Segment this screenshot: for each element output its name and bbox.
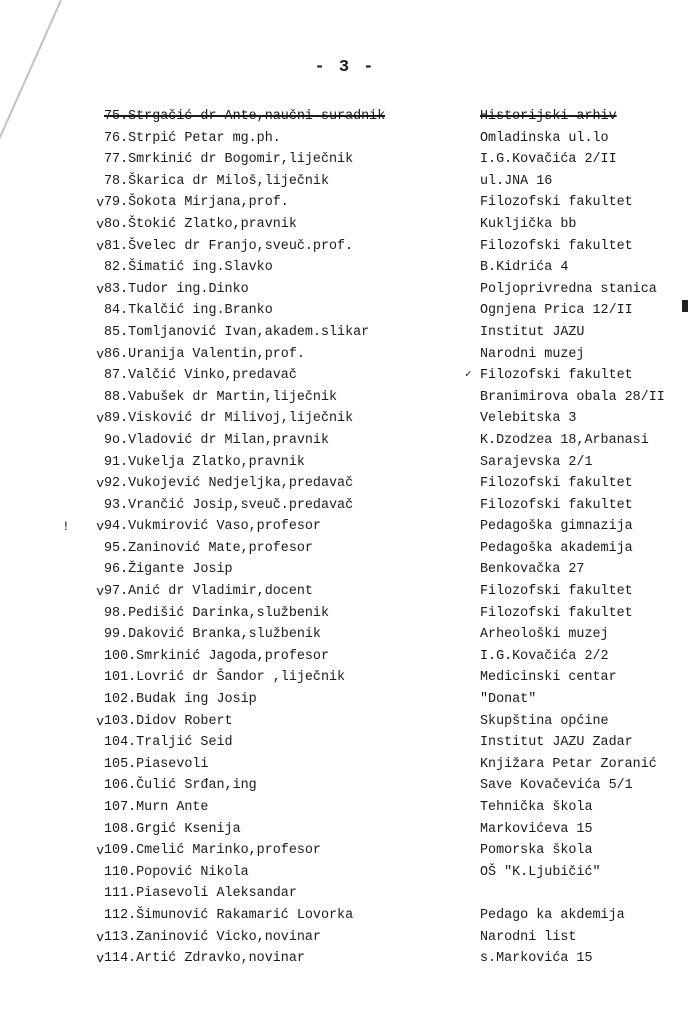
check-mark: v <box>96 346 104 362</box>
person-name: 102.Budak ing Josip <box>104 692 257 708</box>
list-row <box>0 128 690 150</box>
person-name: 96.Žigante Josip <box>104 562 233 578</box>
list-row <box>0 754 690 776</box>
list-row <box>0 149 690 171</box>
person-address: Institut JAZU Zadar <box>480 735 633 751</box>
check-mark: v <box>96 238 104 254</box>
person-name: 88.Vabušek dr Martin,liječnik <box>104 389 338 405</box>
person-address: Markovićeva 15 <box>480 821 593 837</box>
side-note-mark: ! <box>62 519 70 535</box>
check-mark: v <box>96 281 104 297</box>
person-address: Ognjena Prica 12/II <box>480 303 633 319</box>
list-row <box>0 711 690 733</box>
person-address: Poljoprivredna stanica <box>480 281 657 297</box>
person-address: ul.JNA 16 <box>480 173 553 189</box>
address-check-mark: ✓ <box>465 369 472 382</box>
list-row <box>0 862 690 884</box>
person-address: Pedagoška akademija <box>480 540 633 556</box>
person-address: Branimirova obala 28/II <box>480 389 665 405</box>
list-row <box>0 344 690 366</box>
list-row <box>0 667 690 689</box>
list-row <box>0 538 690 560</box>
person-name: 85.Tomljanović Ivan,akadem.slikar <box>104 324 370 340</box>
list-row <box>0 732 690 754</box>
list-row <box>0 516 690 538</box>
person-name: 106.Čulić Srđan,ing <box>104 778 257 794</box>
person-address: Narodni muzej <box>480 346 585 362</box>
person-address: I.G.Kovačića 2/II <box>480 152 617 168</box>
person-name: 107.Murn Ante <box>104 800 209 815</box>
person-address: Historijski arhiv <box>480 109 617 124</box>
person-name: 87.Valčić Vinko,predavač <box>104 368 297 384</box>
person-name: 100.Smrkinić Jagoda,profesor <box>104 648 329 664</box>
person-address: Tehnička škola <box>480 800 593 815</box>
person-address: Kukljička bb <box>480 216 577 232</box>
list-row <box>0 452 690 474</box>
list-row <box>0 797 690 819</box>
person-address: Arheološki muzej <box>480 627 609 643</box>
list-row <box>0 948 690 970</box>
person-name: 99.Daković Branka,službenik <box>104 627 321 643</box>
person-address: I.G.Kovačića 2/2 <box>480 648 609 664</box>
person-name: 83.Tudor ing.Dinko <box>104 281 249 297</box>
list-row <box>0 171 690 193</box>
list-row <box>0 689 690 711</box>
list-row <box>0 624 690 646</box>
person-address: B.Kidrića 4 <box>480 260 569 276</box>
list-row <box>0 192 690 214</box>
person-name: 112.Šimunović Rakamarić Lovorka <box>104 907 354 923</box>
person-name: 110.Popović Nikola <box>104 864 249 880</box>
list-row <box>0 214 690 236</box>
list-row <box>0 840 690 862</box>
list-row <box>0 559 690 581</box>
person-address: Velebitska 3 <box>480 411 577 427</box>
person-name: 101.Lovrić dr Šandor ,liječnik <box>104 670 346 686</box>
person-name: 84.Tkalčić ing.Branko <box>104 303 273 319</box>
person-name: 95.Zaninović Mate,profesor <box>104 540 313 556</box>
person-name: 104.Traljić Seid <box>104 735 233 751</box>
person-address: Save Kovačevića 5/1 <box>480 778 633 794</box>
person-address: Filozofski fakultet <box>480 497 633 513</box>
person-name: 98.Pedišić Darinka,službenik <box>104 605 329 621</box>
person-name: 8o.Štokić Zlatko,pravnik <box>104 216 297 232</box>
list-row <box>0 495 690 517</box>
person-address: Filozofski fakultet <box>480 584 633 600</box>
person-name: 9o.Vladović dr Milan,pravnik <box>104 432 329 448</box>
person-address: Filozofski fakultet <box>480 605 633 621</box>
list-row <box>0 883 690 905</box>
list-row <box>0 473 690 495</box>
list-row <box>0 581 690 603</box>
person-name: 97.Anić dr Vladimir,docent <box>104 584 313 600</box>
person-address: OŠ "K.Ljubičić" <box>480 864 601 880</box>
list-row <box>0 603 690 625</box>
person-address: Pedago ka akdemija <box>480 907 625 923</box>
person-address: K.Dzodzea 18,Arbanasi <box>480 432 649 448</box>
person-name: 91.Vukelja Zlatko,pravnik <box>104 454 305 470</box>
person-address: Narodni list <box>480 929 577 945</box>
person-name: 114.Artić Zdravko,novinar <box>104 951 305 967</box>
person-address: Filozofski fakultet <box>480 195 633 211</box>
list-row <box>0 927 690 949</box>
list-row <box>0 408 690 430</box>
list-row <box>0 905 690 927</box>
person-name: 93.Vrančić Josip,sveuč.predavač <box>104 497 354 513</box>
list-row <box>0 646 690 668</box>
list-row <box>0 106 690 128</box>
person-name: 81.Švelec dr Franjo,sveuč.prof. <box>104 238 354 254</box>
check-mark: v <box>96 411 104 427</box>
list-row <box>0 236 690 258</box>
person-address: Skupština općine <box>480 713 609 729</box>
person-name: 105.Piasevoli <box>104 756 209 772</box>
person-address: Omladinska ul.lo <box>480 130 609 146</box>
person-name: 79.Šokota Mirjana,prof. <box>104 195 289 211</box>
list-row <box>0 775 690 797</box>
person-address: Benkovačka 27 <box>480 562 585 578</box>
person-name: 82.Šimatić ing.Slavko <box>104 260 273 276</box>
list-row <box>0 430 690 452</box>
person-name: 89.Visković dr Milivoj,liječnik <box>104 411 354 427</box>
member-list <box>0 106 690 970</box>
person-address: Knjižara Petar Zoranić <box>480 756 657 772</box>
check-mark: v <box>96 195 104 211</box>
person-address: "Donat" <box>480 692 537 708</box>
list-row <box>0 322 690 344</box>
page-number: - 3 - <box>314 58 376 77</box>
check-mark: v <box>96 476 104 492</box>
person-address: Filozofski fakultet <box>480 476 633 492</box>
list-row <box>0 387 690 409</box>
person-address: Pedagoška gimnazija <box>480 519 633 535</box>
person-name: 77.Smrkinić dr Bogomir,liječnik <box>104 152 354 168</box>
list-row <box>0 300 690 322</box>
person-name: 86.Uranija Valentin,prof. <box>104 346 305 362</box>
check-mark: v <box>96 713 104 729</box>
person-name: 76.Strpić Petar mg.ph. <box>104 130 281 146</box>
check-mark: v <box>96 216 104 232</box>
person-name: 113.Zaninović Vicko,novinar <box>104 929 321 945</box>
person-address: Institut JAZU <box>480 324 585 340</box>
person-name: 108.Grgić Ksenija <box>104 821 241 837</box>
person-name: 75.Strgačić dr Ante,naučni suradnik <box>104 109 386 124</box>
person-name: 78.Škarica dr Miloš,liječnik <box>104 173 329 189</box>
person-name: 111.Piasevoli Aleksandar <box>104 886 297 902</box>
check-mark: v <box>96 929 104 945</box>
person-address: Sarajevska 2/1 <box>480 454 593 470</box>
list-row <box>0 365 690 387</box>
check-mark: v <box>96 843 104 859</box>
check-mark: v <box>96 519 104 535</box>
person-address: Filozofski fakultet <box>480 238 633 254</box>
list-row <box>0 279 690 301</box>
check-mark: v <box>96 951 104 967</box>
person-name: 94.Vukmirović Vaso,profesor <box>104 519 321 535</box>
person-address: Medicinski centar <box>480 670 617 686</box>
person-name: 109.Cmelić Marinko,profesor <box>104 843 321 859</box>
person-address: Filozofski fakultet <box>480 368 633 384</box>
person-address: Pomorska škola <box>480 843 593 859</box>
list-row <box>0 257 690 279</box>
check-mark: v <box>96 584 104 600</box>
person-address: s.Markovića 15 <box>480 951 593 967</box>
person-name: 103.Didov Robert <box>104 713 233 729</box>
person-name: 92.Vukojević Nedjeljka,predavač <box>104 476 354 492</box>
list-row <box>0 819 690 841</box>
